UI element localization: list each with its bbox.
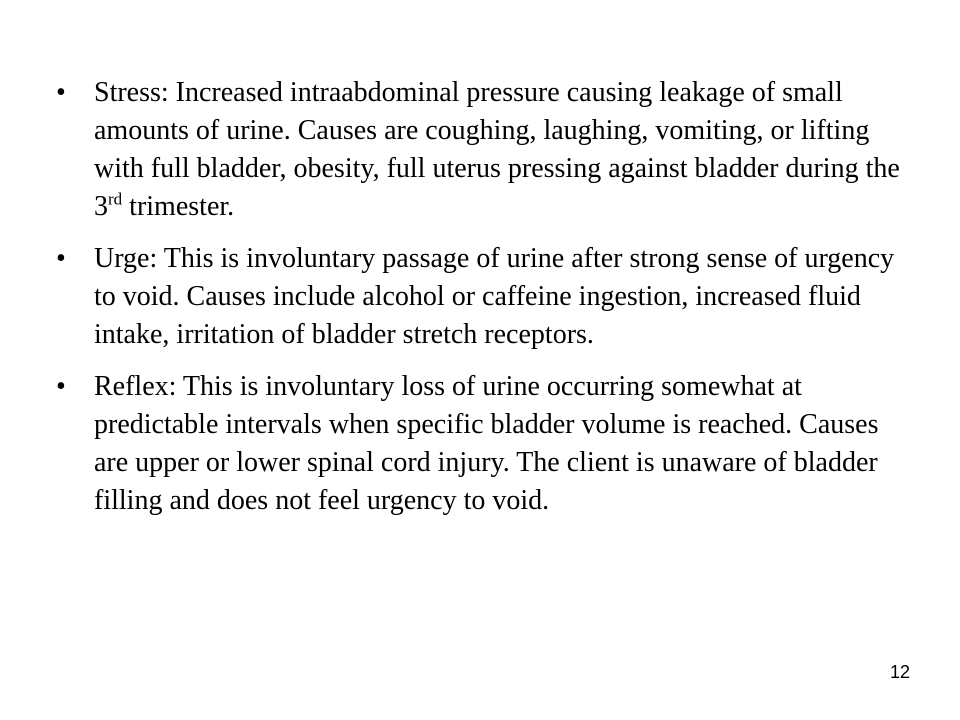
bullet-text-stress-main: Stress: Increased intraabdominal pressure causing leakage of small amounts of urine. Causes are coughing, laughing, vomiting, or lifting with full bladder, obesity, full uterus pressing against bladder during the 3 [94, 77, 900, 222]
bullet-text-stress-tail: trimester. [122, 191, 235, 222]
ordinal-superscript: rd [108, 189, 123, 209]
bullet-stress [56, 74, 916, 226]
bullet-text-urge: Urge: This is involuntary passage of urine after strong sense of urgency to void. Causes include alcohol or caffeine ingestion, increased fluid intake, irritation of bladder stretch receptors. [94, 243, 895, 350]
bullet-reflex [56, 368, 916, 520]
bullet-icon: • [56, 77, 66, 108]
bullet-text-reflex: Reflex: This is involuntary loss of urine occurring somewhat at predictable intervals when specific bladder volume is reached. Causes are upper or lower spinal cord injury. The client is unaware of bladder filling and does not feel urgency to void. [94, 371, 879, 516]
bullet-list [56, 74, 916, 534]
page-number: 12 [889, 662, 910, 682]
bullet-icon: • [56, 243, 66, 274]
bullet-urge [56, 240, 916, 354]
bullet-text-stress [94, 74, 916, 226]
bullet-icon: • [56, 371, 66, 402]
